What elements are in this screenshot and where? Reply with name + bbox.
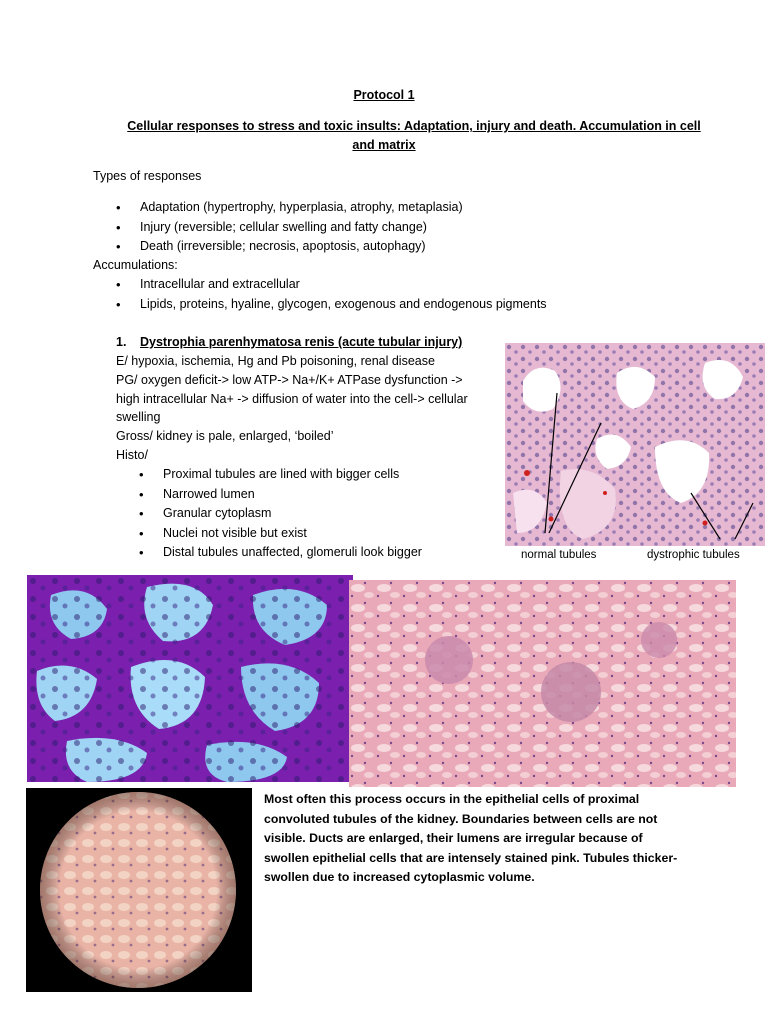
- dystrophic-tubules-label: dystrophic tubules: [647, 549, 740, 561]
- description-line: Most often this process occurs in the epithelial cells of proximal: [264, 792, 640, 806]
- description-line: visible. Ducts are enlarged, their lumens are irregular because of: [264, 831, 643, 845]
- list-item: • Granular cytoplasm: [139, 504, 422, 524]
- circular-micrograph-image: [26, 788, 252, 992]
- list-item: • Narrowed lumen: [139, 485, 422, 505]
- labeled-micrograph-image: [505, 343, 765, 546]
- pathogenesis-line3: swelling: [116, 410, 161, 424]
- section-title: Dystrophia parenhymatosa renis (acute tubular injury): [140, 335, 463, 349]
- protocol-title: Protocol 1: [353, 88, 415, 102]
- pathogenesis-line1: PG/ oxygen deficit-> low ATP-> Na+/K+ ATPase dysfunction ->: [116, 373, 463, 387]
- list-item: • Intracellular and extracellular: [116, 275, 547, 295]
- list-item: • Nuclei not visible but exist: [139, 524, 422, 544]
- list-item: • Lipids, proteins, hyaline, glycogen, exogenous and endogenous pigments: [116, 295, 547, 315]
- list-item: • Adaptation (hypertrophy, hyperplasia, atrophy, metaplasia): [116, 198, 463, 218]
- types-heading: Types of responses: [93, 169, 202, 183]
- list-item: • Injury (reversible; cellular swelling and fatty change): [116, 218, 463, 238]
- etiology-text: E/ hypoxia, ischemia, Hg and Pb poisoning, renal disease: [116, 354, 435, 368]
- pathogenesis-line2: high intracellular Na+ -> diffusion of water into the cell-> cellular: [116, 392, 468, 406]
- description-line: convoluted tubules of the kidney. Boundaries between cells are not: [264, 811, 658, 826]
- list-item: • Distal tubules unaffected, glomeruli look bigger: [139, 543, 422, 563]
- normal-tubules-label: normal tubules: [521, 549, 597, 561]
- main-title-line2: and matrix: [352, 138, 416, 152]
- description-line: swollen epithelial cells that are intensely stained pink. Tubules thicker-: [264, 850, 678, 865]
- accum-heading: Accumulations:: [93, 258, 178, 272]
- main-title-line1: Cellular responses to stress and toxic insults: Adaptation, injury and death. Accumulation in cell: [127, 119, 701, 133]
- pink-micrograph-image: [349, 580, 736, 787]
- purple-micrograph-image: [27, 575, 353, 782]
- histo-list: [139, 465, 422, 563]
- list-item: • Death (irreversible; necrosis, apoptosis, autophagy): [116, 237, 463, 257]
- gross-text: Gross/ kidney is pale, enlarged, ‘boiled’: [116, 429, 334, 443]
- description-paragraph: [264, 790, 677, 888]
- description-line: swollen due to increased cytoplasmic volume.: [264, 870, 535, 884]
- histo-label: Histo/: [116, 448, 148, 462]
- labeled-micrograph-figure: [505, 343, 765, 568]
- list-item: • Proximal tubules are lined with bigger cells: [139, 465, 422, 485]
- types-list: [116, 198, 463, 257]
- accum-list: [116, 275, 547, 314]
- section-number: 1.: [116, 335, 127, 349]
